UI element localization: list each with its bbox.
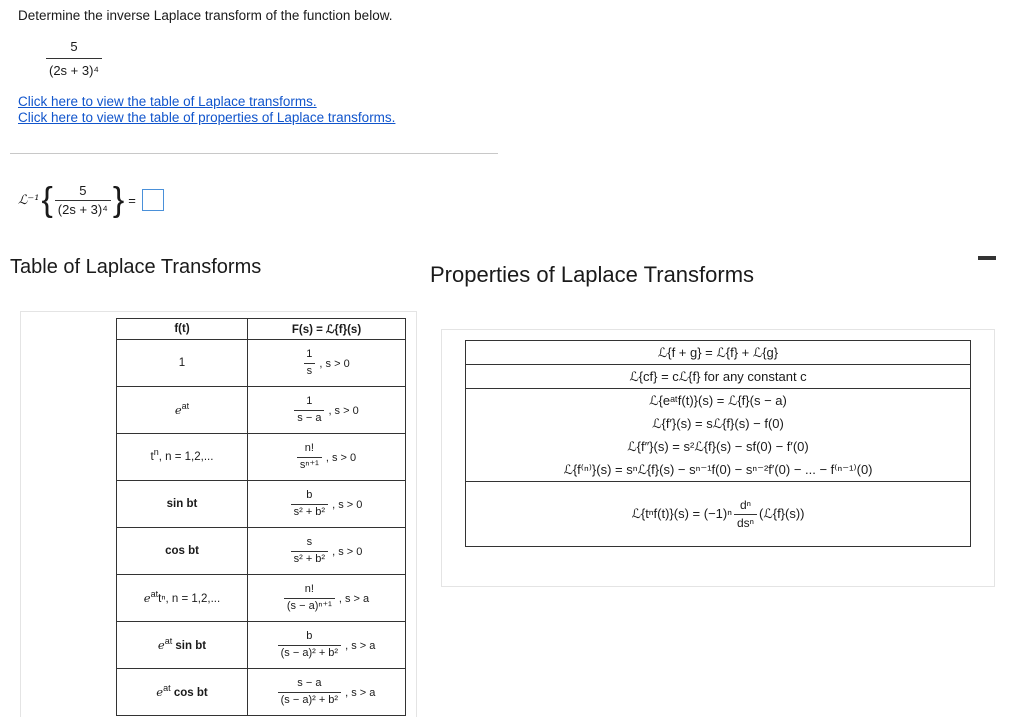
property-last-rhs: (ℒ{f}(s)) xyxy=(759,506,805,521)
Fs-numerator: s − a xyxy=(297,677,322,690)
column-header-Fs-label: F(s) = ℒ{f}(s) xyxy=(291,324,362,336)
Fs-denominator: (s − a)² + b² xyxy=(278,692,341,707)
ft-tail: sin bt xyxy=(172,640,207,652)
ft-cell xyxy=(117,434,248,481)
left-brace: { xyxy=(41,181,53,219)
Fs-numerator: 1 xyxy=(306,395,313,408)
Fs-fraction xyxy=(303,349,315,377)
ft-tail: cos bt xyxy=(170,687,208,699)
property-row-derivative xyxy=(466,481,970,546)
Fs-expression xyxy=(294,396,358,424)
Fs-denominator: s − a xyxy=(294,410,324,425)
ft-main: e xyxy=(143,591,151,605)
Fs-denominator: s² + b² xyxy=(291,504,328,519)
laplace-transforms-table xyxy=(116,318,406,716)
equation-numerator: 5 xyxy=(79,182,87,198)
property-row: ℒ{f + g} = ℒ{f} + ℒ{g} xyxy=(466,341,970,365)
Fs-condition: , s > 0 xyxy=(319,357,350,370)
ft-main: e xyxy=(157,638,165,652)
Fs-numerator: n! xyxy=(304,583,314,596)
table-row xyxy=(117,528,406,575)
ft-cell xyxy=(117,481,248,528)
Fs-expression xyxy=(297,443,356,471)
ft-main: cos bt xyxy=(165,545,199,557)
ft-main: e xyxy=(174,403,182,417)
Fs-expression xyxy=(303,349,349,377)
property-row: ℒ{f′}(s) = sℒ{f}(s) − f(0) xyxy=(652,416,784,431)
ft-main: e xyxy=(156,685,164,699)
Fs-cell xyxy=(248,528,406,575)
ft-main: sin bt xyxy=(166,498,198,510)
table-row xyxy=(117,434,406,481)
question-prompt: Determine the inverse Laplace transform of the function below. xyxy=(18,8,393,23)
property-row: ℒ{f″}(s) = s²ℒ{f}(s) − sf(0) − f′(0) xyxy=(627,439,809,454)
Fs-condition: , s > a xyxy=(345,639,376,652)
given-function xyxy=(46,40,102,77)
transforms-table-heading: Table of Laplace Transforms xyxy=(10,256,262,278)
Fs-denominator: (s − a)ⁿ⁺¹ xyxy=(284,598,335,613)
Fs-fraction xyxy=(278,678,341,706)
table-row xyxy=(117,340,406,387)
Fs-denominator: s² + b² xyxy=(291,551,328,566)
Fs-cell xyxy=(248,340,406,387)
Fs-expression xyxy=(278,631,376,659)
Fs-condition: , s > 0 xyxy=(328,404,359,417)
property-last-denominator: dsⁿ xyxy=(734,514,757,530)
ft-sup: at xyxy=(150,589,159,600)
Fs-condition: , s > 0 xyxy=(332,545,363,558)
Fs-denominator: (s − a)² + b² xyxy=(278,645,341,660)
laplace-properties-link[interactable]: Click here to view the table of properties of Laplace transforms. xyxy=(18,110,396,125)
Fs-numerator: b xyxy=(306,630,313,643)
Fs-cell xyxy=(248,669,406,716)
ft-cell xyxy=(117,387,248,434)
Fs-condition: , s > a xyxy=(345,686,376,699)
property-row: ℒ{cf} = cℒ{f} for any constant c xyxy=(466,365,970,389)
equation-denominator: (2s + 3)⁴ xyxy=(55,200,111,217)
Fs-cell xyxy=(248,622,406,669)
table-row xyxy=(117,387,406,434)
Fs-condition: , s > 0 xyxy=(332,498,363,511)
given-denominator: (2s + 3)⁴ xyxy=(46,58,102,78)
Fs-numerator: b xyxy=(306,489,313,502)
Fs-numerator: 1 xyxy=(306,348,313,361)
column-header-ft: f(t) xyxy=(117,319,248,340)
Fs-fraction xyxy=(297,443,322,471)
Fs-fraction xyxy=(284,584,335,612)
property-row: ℒ{eᵃᵗf(t)}(s) = ℒ{f}(s − a) xyxy=(649,393,787,408)
table-row xyxy=(117,669,406,716)
Fs-expression xyxy=(284,584,369,612)
ft-cell xyxy=(117,575,248,622)
ft-sup: at xyxy=(164,636,173,647)
Fs-expression xyxy=(291,537,363,565)
Fs-cell xyxy=(248,481,406,528)
ft-cell xyxy=(117,669,248,716)
ft-sup: at xyxy=(163,683,171,694)
Fs-expression xyxy=(291,490,363,518)
Fs-condition: , s > 0 xyxy=(325,451,357,464)
ft-sup: n xyxy=(153,447,159,458)
ft-tail: , n = 1,2,... xyxy=(158,451,214,463)
Fs-expression xyxy=(278,678,376,706)
ft-main: 1 xyxy=(178,357,186,369)
property-row: ℒ{f⁽ⁿ⁾}(s) = sⁿℒ{f}(s) − sⁿ⁻¹f(0) − sⁿ⁻²f′(0) − ... − f⁽ⁿ⁻¹⁾(0) xyxy=(563,462,873,477)
equation-fraction xyxy=(55,184,111,216)
properties-heading: Properties of Laplace Transforms xyxy=(430,262,755,287)
divider xyxy=(10,153,498,154)
answer-equation xyxy=(18,183,164,217)
property-last-numerator: dⁿ xyxy=(739,497,752,512)
Fs-numerator: s xyxy=(306,536,313,549)
ft-sup: at xyxy=(181,401,190,412)
ft-tail: tⁿ, n = 1,2,... xyxy=(158,593,221,605)
Fs-fraction xyxy=(278,631,341,659)
properties-table xyxy=(465,340,971,547)
given-numerator: 5 xyxy=(70,39,78,54)
ft-cell xyxy=(117,528,248,575)
right-brace: } xyxy=(112,181,125,219)
column-header-Fs xyxy=(248,319,406,340)
ft-main: t xyxy=(150,451,154,463)
Fs-cell xyxy=(248,434,406,481)
property-last-fraction xyxy=(734,499,757,529)
minimize-icon[interactable] xyxy=(978,256,996,260)
table-row xyxy=(117,622,406,669)
Fs-condition: , s > a xyxy=(338,592,370,605)
table-row xyxy=(117,481,406,528)
laplace-table-link[interactable]: Click here to view the table of Laplace transforms. xyxy=(18,94,317,109)
equals-sign: = xyxy=(128,192,136,208)
Fs-fraction xyxy=(291,490,328,518)
Fs-numerator: n! xyxy=(304,442,314,455)
ft-cell xyxy=(117,622,248,669)
Fs-denominator: s xyxy=(304,363,316,378)
Fs-cell xyxy=(248,387,406,434)
Fs-fraction xyxy=(291,537,328,565)
ft-cell xyxy=(117,340,248,387)
Fs-fraction xyxy=(294,396,324,424)
Fs-cell xyxy=(248,575,406,622)
inverse-laplace-operator: ℒ⁻¹ xyxy=(18,192,40,208)
property-last-lhs: ℒ{tⁿf(t)}(s) = (−1)ⁿ xyxy=(631,506,732,521)
Fs-denominator: sⁿ⁺¹ xyxy=(297,457,322,472)
table-row xyxy=(117,575,406,622)
answer-input[interactable] xyxy=(142,189,164,211)
